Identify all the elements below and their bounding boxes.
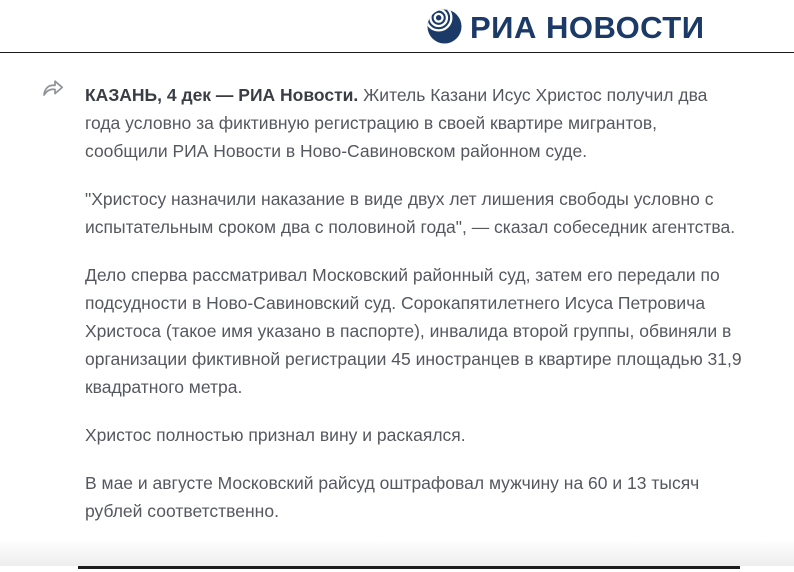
brand-logo-link[interactable] xyxy=(427,7,705,45)
ria-globe-icon xyxy=(427,9,462,44)
article-paragraph xyxy=(85,81,744,165)
paragraph-text: Христос полностью признал вину и раскаялся. xyxy=(85,425,466,445)
paragraph-text: Дело сперва рассматривал Московский районный суд, затем его передали по подсудности в Ново-Савиновский суд. Сорокапятилетнего Исуса Петровича Христоса (такое имя указано в паспорте), инвалида второй группы, обвиняли в организации фиктивной регистрации 45 иностранцев в квартире площадью 31,9 квадратного метра. xyxy=(85,265,742,397)
paragraph-text: "Христосу назначили наказание в виде двух лет лишения свободы условно с испытательным сроком два с половиной года", — сказал собеседник агентства. xyxy=(85,189,736,237)
dateline-lead: КАЗАНЬ, 4 дек — РИА Новости. xyxy=(85,85,359,105)
paragraph-text: Житель Казани Исус Христос получил два года условно за фиктивную регистрацию в своей квартире мигрантов, сообщили РИА Новости в Ново-Савиновском районном суде. xyxy=(85,85,708,161)
article-paragraph xyxy=(85,261,744,401)
share-arrow-icon xyxy=(41,77,65,99)
paragraph-text: В мае и августе Московский райсуд оштрафовал мужчину на 60 и 13 тысяч рублей соответственно. xyxy=(85,473,700,521)
next-block-top-rule xyxy=(78,566,740,569)
article-paragraph xyxy=(85,185,744,241)
brand-wordmark: РИА НОВОСТИ xyxy=(470,9,705,45)
article-body xyxy=(85,81,744,545)
site-header xyxy=(0,0,794,53)
share-button[interactable] xyxy=(41,77,65,99)
article-paragraph xyxy=(85,421,744,449)
article-paragraph xyxy=(85,469,744,525)
